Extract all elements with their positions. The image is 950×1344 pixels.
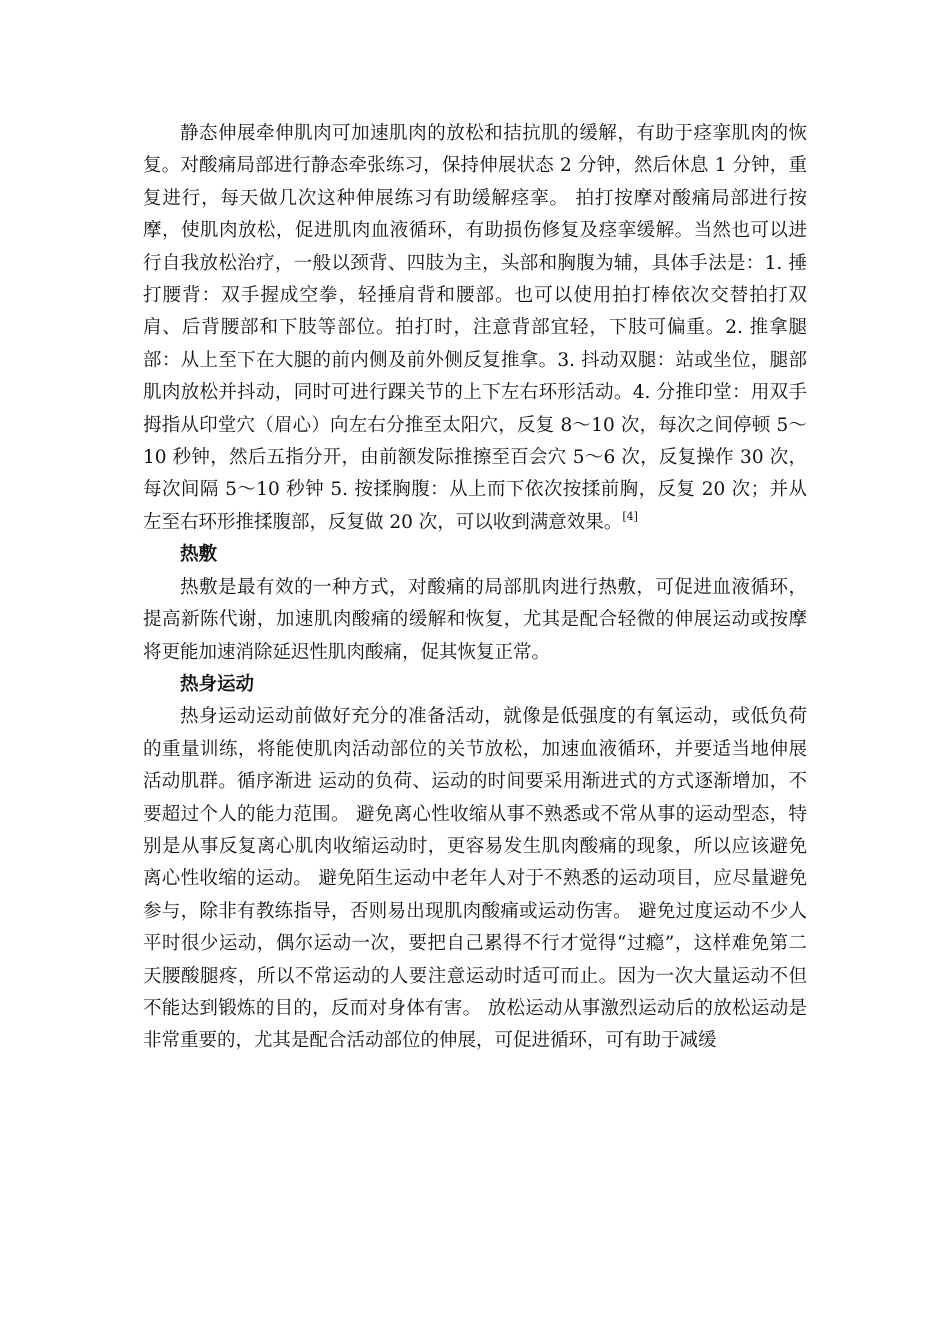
warmup-heading: 热身运动: [180, 673, 255, 695]
hot-compress-paragraph: 热敷是最有效的一种方式，对酸痛的局部肌肉进行热敷，可促进血液循环，提高新陈代谢，加速肌肉酸痛的缓解和恢复，尤其是配合轻微的伸展运动或按摩将更能加速消除延迟性肌肉酸痛，促其恢复正常。: [143, 576, 807, 663]
stretching-paragraph: [143, 118, 807, 539]
citation-reference: [4]: [622, 509, 638, 523]
warmup-paragraph: 热身运动运动前做好充分的准备活动，就像是低强度的有氧运动，或低负荷的重量训练，将能使肌肉活动部位的关节放松，加速血液循环，并要适当地伸展活动肌群。循序渐进 运动的负荷、运动的时间要采用渐进式的方式逐渐增加，不要超过个人的能力范围。 避免离心性收缩从事不熟悉或不常从事的运动型态，特别是从事反复离心肌肉收缩运动时，更容易发生肌肉酸痛的现象，所以应该避免离心性收缩的运动。 避免陌生运动中老年人对于不熟悉的运动项目，应尽量避免参与，除非有教练指导，否则易出现肌肉酸痛或运动伤害。 避免过度运动不少人平时很少运动，偶尔运动一次，要把自己累得不行才觉得“过瘾”，这样难免第二天腰酸腿疼，所以不常运动的人要注意运动时适可而止。因为一次大量运动不但不能达到锻炼的目的，反而对身体有害。 放松运动从事激烈运动后的放松运动是非常重要的，尤其是配合活动部位的伸展，可促进循环，可有助于减缓: [143, 706, 807, 1052]
hot-compress-heading: 热敷: [180, 544, 218, 566]
document-body: [143, 118, 807, 1058]
stretching-paragraph-text: 静态伸展牵伸肌肉可加速肌肉的放松和拮抗肌的缓解，有助于痉挛肌肉的恢复。对酸痛局部进行静态牵张练习，保持伸展状态 2 分钟，然后休息 1 分钟，重复进行，每天做几次这种伸展练习有助缓解痉挛。 拍打按摩对酸痛局部进行按摩，使肌肉放松，促进肌肉血液循环，有助损伤修复及痉挛缓解。当然也可以进行自我放松治疗，一般以颈背、四肢为主，头部和胸腹为辅，具体手法是：1. 捶打腰背：双手握成空拳，轻捶肩背和腰部。也可以使用拍打棒依次交替拍打双肩、后背腰部和下肢等部位。拍打时，注意背部宜轻，下肢可偏重。2. 推拿腿部：从上至下在大腿的前内侧及前外侧反复推拿。3. 抖动双腿：站或坐位，腿部肌肉放松并抖动，同时可进行踝关节的上下左右环形活动。4. 分推印堂：用双手拇指从印堂穴（眉心）向左右分推至太阳穴，反复 8～10 次，每次之间停顿 5～10 秒钟，然后五指分开，由前额发际推擦至百会穴 5～6 次，反复操作 30 次，每次间隔 5～10 秒钟 5. 按揉胸腹：从上而下依次按揉前胸，反复 20 次；并从左至右环形推揉腹部，反复做 20 次，可以收到满意效果。: [143, 123, 807, 533]
